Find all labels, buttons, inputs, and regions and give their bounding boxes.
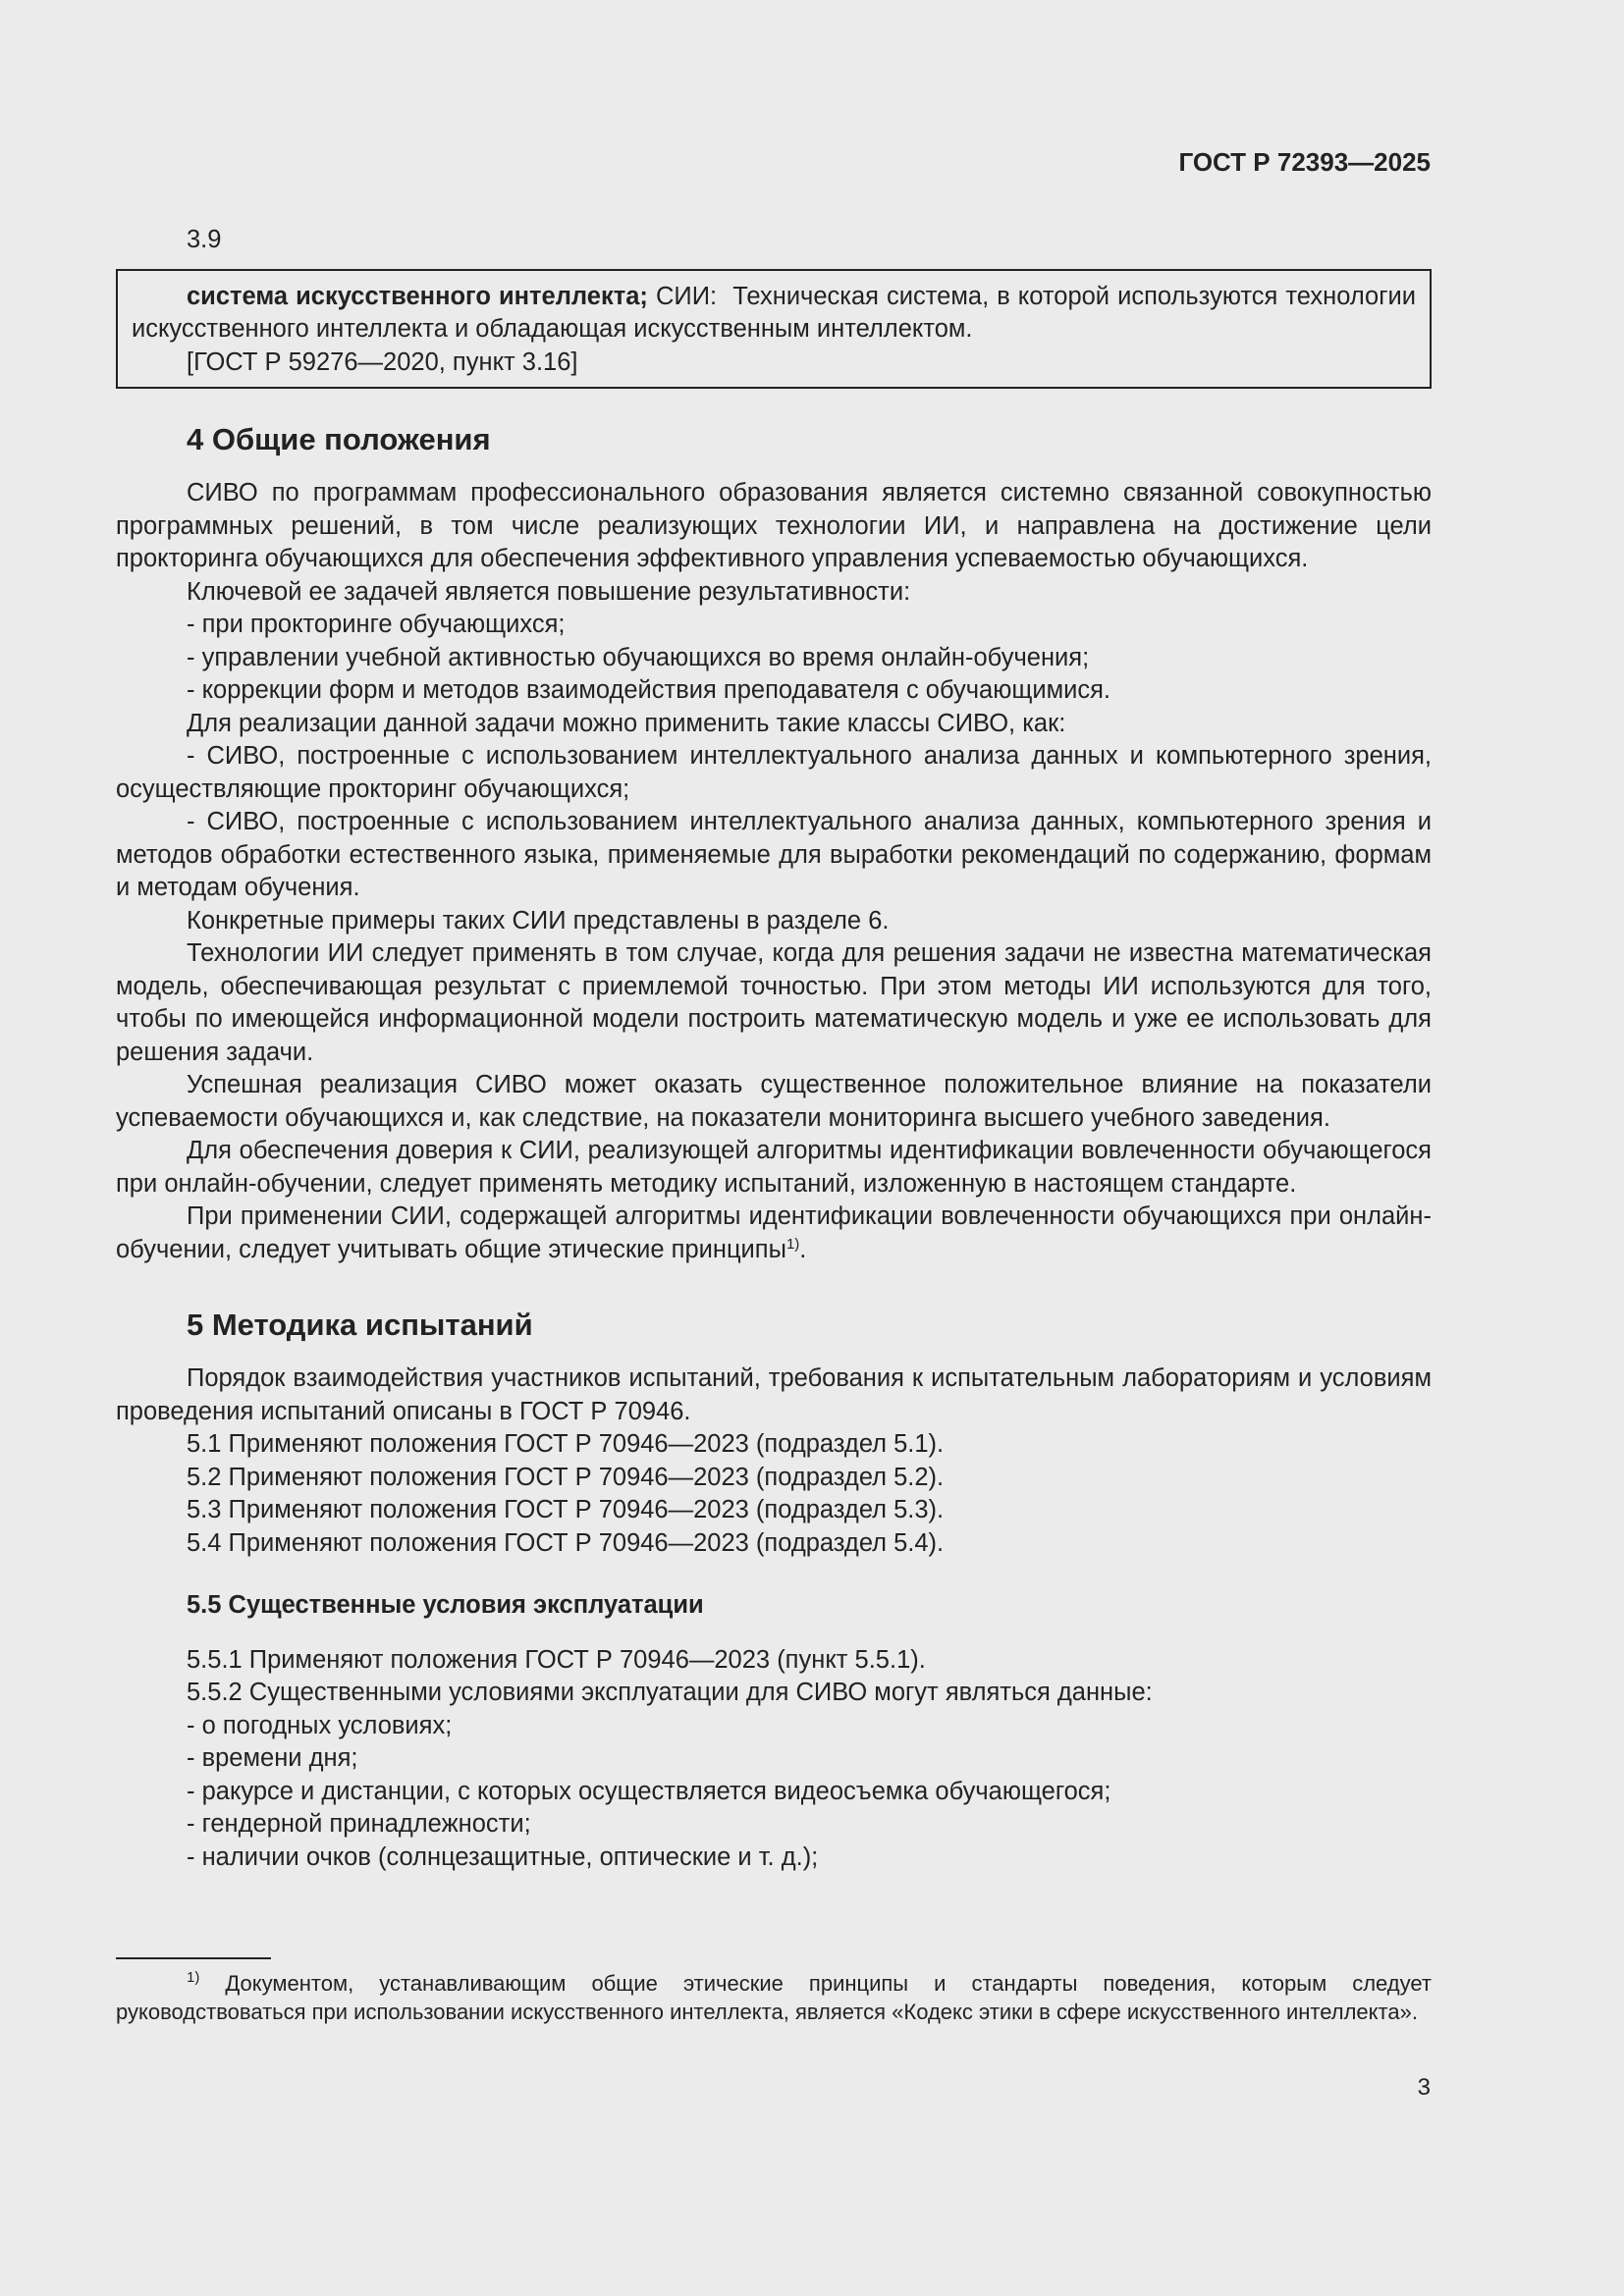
ethics-paragraph-end: .	[799, 1235, 807, 1263]
class-list-item: - СИВО, построенные с использованием интеллектуального анализа данных и компьютерного зрения, осуществляющие прокторинг обучающихся;	[116, 742, 1432, 803]
footnote-divider	[116, 1957, 271, 1959]
section-5-title: 5 Методика испытаний	[187, 1308, 533, 1342]
footnote	[116, 1969, 1432, 2026]
footnote-text: Документом, устанавливающим общие этические принципы и стандарты поведения, которым следует руководствоваться при использовании искусственного интеллекта, является «Кодекс этики в сфере искусственного интеллекта».	[116, 1971, 1432, 2024]
clause-item: 5.4 Применяют положения ГОСТ Р 70946—2023 (подраздел 5.4).	[187, 1528, 945, 1557]
clause-item: 5.3 Применяют положения ГОСТ Р 70946—2023 (подраздел 5.3).	[187, 1496, 945, 1523]
condition-list-item: - наличии очков (солнцезащитные, оптические и т. д.);	[187, 1842, 819, 1871]
clause-item: 5.2 Применяют положения ГОСТ Р 70946—2023 (подраздел 5.2).	[187, 1463, 945, 1491]
subsection-5-5-title: 5.5 Существенные условия эксплуатации	[187, 1591, 704, 1619]
section-4-paragraph: Успешная реализация СИВО может оказать существенное положительное влияние на показатели успеваемости обучающихся и, как следствие, на показатели мониторинга высшего учебного заведения.	[116, 1071, 1432, 1132]
section-4-paragraph: Технологии ИИ следует применять в том случае, когда для решения задачи не известна математическая модель, обеспечивающая результат с приемлемой точностью. При этом методы ИИ используются для того, чтобы по имеющейся информационной модели построить математическую модель и уже ее использовать для решения задачи.	[116, 939, 1432, 1066]
document-standard-id: ГОСТ Р 72393—2025	[1178, 147, 1431, 177]
condition-list-item: - о погодных условиях;	[187, 1711, 453, 1739]
footnote-reference[interactable]: 1)	[785, 1235, 800, 1253]
section-4-paragraph: Конкретные примеры таких СИИ представлены в разделе 6.	[187, 906, 890, 934]
condition-list-item: - гендерной принадлежности;	[187, 1810, 531, 1838]
condition-list-item: - времени дня;	[187, 1744, 358, 1772]
definition-source: [ГОСТ Р 59276—2020, пункт 3.16]	[187, 347, 578, 376]
definition-box	[116, 269, 1432, 390]
section-4-paragraph: Ключевой ее задачей является повышение результативности:	[187, 577, 911, 606]
section-4-paragraph: Для реализации данной задачи можно применить такие классы СИВО, как:	[187, 709, 1066, 737]
footnote-mark: 1)	[187, 1969, 200, 1986]
definition-abbr: СИИ:	[655, 282, 718, 310]
page-body	[116, 224, 1432, 1874]
clause-item: 5.5.2 Существенными условиями эксплуатации для СИВО могут являться данные:	[187, 1679, 1153, 1706]
definition-term: система искусственного интеллекта;	[187, 282, 648, 310]
section-4-paragraph	[116, 1201, 1432, 1266]
definition-number: 3.9	[187, 226, 222, 253]
ethics-paragraph-text: При применении СИИ, содержащей алгоритмы идентификации вовлеченности обучающихся при онлайн-обучении, следует учитывать общие этические принципы	[116, 1202, 1432, 1263]
clause-item: 5.5.1 Применяют положения ГОСТ Р 70946—2023 (пункт 5.5.1).	[187, 1645, 926, 1674]
section-5-intro: Порядок взаимодействия участников испытаний, требования к испытательным лабораториям и условиям проведения испытаний описаны в ГОСТ Р 70946.	[116, 1364, 1432, 1425]
class-list-item: - СИВО, построенные с использованием интеллектуального анализа данных, компьютерного зрения и методов обработки естественного языка, применяемые для выработки рекомендаций по содержанию, формам и методам обучения.	[116, 808, 1432, 901]
clause-item: 5.1 Применяют положения ГОСТ Р 70946—2023 (подраздел 5.1).	[187, 1430, 945, 1458]
definition-body: Техническая система, в которой используются технологии искусственного интеллекта и обладающая искусственным интеллектом.	[132, 282, 1417, 343]
section-4-title: 4 Общие положения	[187, 422, 491, 456]
section-4-paragraph: СИВО по программам профессионального образования является системно связанной совокупностью программных решений, в том числе реализующих технологии ИИ, и направлена на достижение цели прокторинга обучающихся для обеспечения эффективного управления успеваемостью обучающихся.	[116, 479, 1432, 572]
section-4-paragraph: Для обеспечения доверия к СИИ, реализующей алгоритмы идентификации вовлеченности обучающегося при онлайн-обучении, следует применять методику испытаний, изложенную в настоящем стандарте.	[116, 1137, 1432, 1198]
definition-text	[132, 281, 1416, 347]
task-list-item: - при прокторинге обучающихся;	[187, 611, 566, 638]
task-list-item: - коррекции форм и методов взаимодействия преподавателя с обучающимися.	[187, 676, 1110, 704]
task-list-item: - управлении учебной активностью обучающихся во время онлайн-обучения;	[187, 643, 1090, 671]
condition-list-item: - ракурсе и дистанции, с которых осуществляется видеосъемка обучающегося;	[187, 1777, 1111, 1805]
page-number: 3	[1417, 2074, 1431, 2101]
